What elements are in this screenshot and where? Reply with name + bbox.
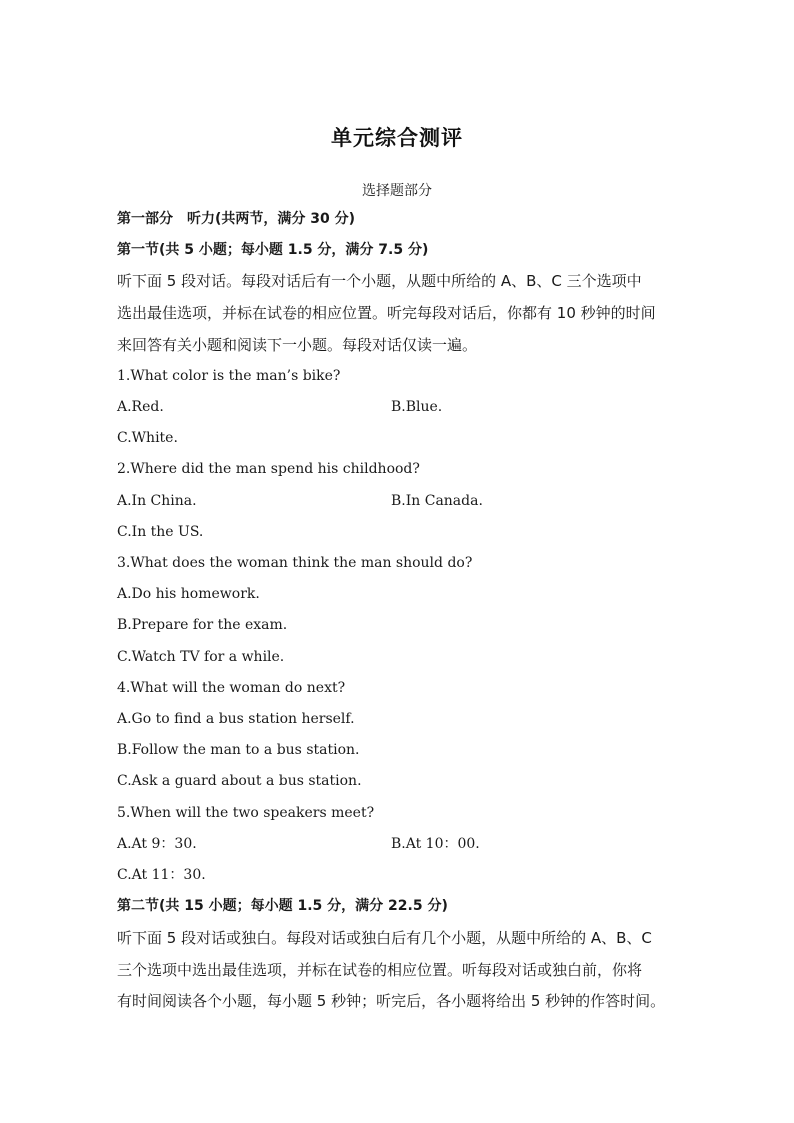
page-subtitle: 选择题部分 (362, 183, 432, 199)
option-b: B.Prepare for the exam. (117, 617, 288, 633)
question-stem: 3.What does the woman think the man should do? (117, 555, 473, 571)
page-title: 单元综合测评 (331, 126, 463, 150)
question-stem: 2.Where did the man spend his childhood? (117, 461, 420, 477)
question-stem: 5.When will the two speakers meet? (117, 805, 375, 821)
section1-heading: 第一节(共 5 小题；每小题 1.5 分，满分 7.5 分) (117, 242, 429, 258)
part1-heading: 第一部分 听力(共两节，满分 30 分) (117, 211, 356, 227)
section2-heading: 第二节(共 15 小题；每小题 1.5 分，满分 22.5 分) (117, 898, 448, 914)
option-b: B.Blue. (391, 399, 443, 415)
option-b: B.In Canada. (391, 493, 483, 509)
question-stem: 1.What color is the man’s bike? (117, 368, 341, 384)
section2-instruction-line: 有时间阅读各个小题，每小题 5 秒钟；听完后，各小题将给出 5 秒钟的作答时间。 (117, 992, 666, 1010)
question-stem: 4.What will the woman do next? (117, 680, 346, 696)
section1-instruction-line: 选出最佳选项，并标在试卷的相应位置。听完每段对话后，你都有 10 秒钟的时间 (117, 304, 656, 322)
section1-instruction-line: 来回答有关小题和阅读下一小题。每段对话仅读一遍。 (117, 336, 478, 354)
option-c: C.Watch TV for a while. (117, 649, 285, 665)
option-c: C.In the US. (117, 524, 204, 540)
option-a: A.At 9：30. (117, 836, 197, 852)
section2-instruction-line: 听下面 5 段对话或独白。每段对话或独白后有几个小题，从题中所给的 A、B、C (117, 929, 652, 947)
section1-instruction-line: 听下面 5 段对话。每段对话后有一个小题，从题中所给的 A、B、C 三个选项中 (117, 272, 642, 290)
option-a: A.Do his homework. (117, 586, 260, 602)
option-a: A.Go to find a bus station herself. (117, 711, 355, 727)
option-a: A.Red. (117, 399, 164, 415)
option-b: B.At 10：00. (391, 836, 480, 852)
option-c: C.Ask a guard about a bus station. (117, 773, 362, 789)
option-a: A.In China. (117, 493, 197, 509)
option-b: B.Follow the man to a bus station. (117, 742, 360, 758)
section2-instruction-line: 三个选项中选出最佳选项，并标在试卷的相应位置。听每段对话或独白前，你将 (117, 961, 643, 979)
option-c: C.White. (117, 430, 178, 446)
option-c: C.At 11：30. (117, 867, 206, 883)
